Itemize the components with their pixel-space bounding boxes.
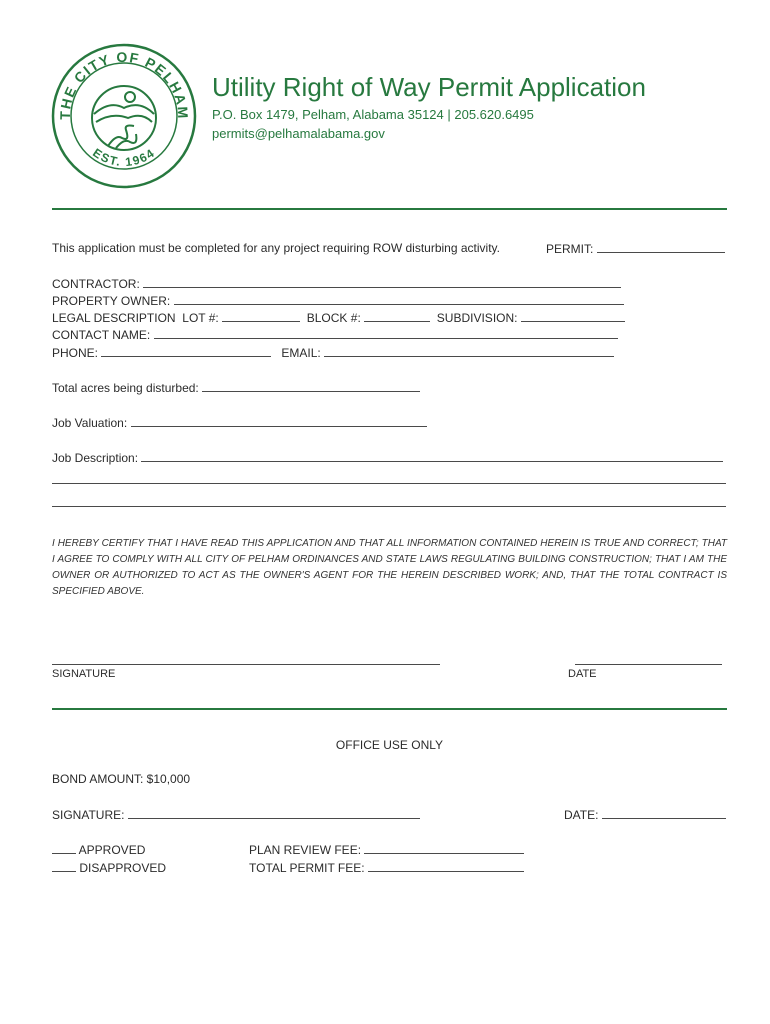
legal-description-field[interactable]: [52, 310, 625, 325]
total-permit-fee-field[interactable]: [249, 860, 524, 875]
header-address: P.O. Box 1479, Pelham, Alabama 35124 | 205.620.6495: [212, 107, 534, 122]
office-date-label: DATE:: [564, 808, 599, 822]
block-label: BLOCK #:: [306, 311, 361, 325]
subdivision-label: SUBDIVISION:: [436, 311, 518, 325]
acres-label: Total acres being disturbed:: [52, 381, 199, 395]
header-divider: [52, 208, 727, 210]
contact-name-field[interactable]: [52, 327, 618, 342]
contractor-blank[interactable]: [143, 276, 621, 288]
svg-text:THE CITY OF PELHAM: [57, 49, 191, 120]
signature-line[interactable]: [52, 664, 440, 665]
permit-blank[interactable]: [597, 241, 725, 253]
valuation-blank[interactable]: [131, 415, 427, 427]
approved-field[interactable]: [52, 842, 145, 857]
property-owner-field[interactable]: [52, 293, 624, 308]
document-title: Utility Right of Way Permit Application: [212, 72, 646, 102]
office-divider: [52, 708, 727, 710]
plan-review-fee-blank[interactable]: [364, 842, 524, 854]
disapproved-label: DISAPPROVED: [79, 861, 167, 875]
phone-blank[interactable]: [101, 345, 271, 357]
email-blank[interactable]: [324, 345, 614, 357]
disapproved-field[interactable]: [52, 860, 166, 875]
seal-top-text: THE CITY OF PELHAM: [56, 48, 192, 121]
total-permit-fee-blank[interactable]: [368, 860, 524, 872]
acres-field[interactable]: [52, 380, 420, 395]
intro-text: This application must be completed for any project requiring ROW disturbing activity.: [52, 241, 500, 255]
contact-name-label: CONTACT NAME:: [52, 328, 151, 342]
valuation-field[interactable]: [52, 415, 427, 430]
bond-amount: BOND AMOUNT: $10,000: [52, 772, 191, 786]
disapproved-blank[interactable]: [52, 860, 76, 872]
description-blank-1[interactable]: [141, 450, 723, 462]
description-label: Job Description:: [52, 451, 139, 465]
date-line[interactable]: [575, 664, 722, 665]
property-owner-blank[interactable]: [174, 293, 624, 305]
office-date-field[interactable]: [564, 807, 726, 822]
seal-bottom-text: EST. 1964: [90, 145, 158, 170]
legal-description-label: LEGAL DESCRIPTION: [52, 311, 176, 325]
contractor-label: CONTRACTOR:: [52, 277, 140, 291]
property-owner-label: PROPERTY OWNER:: [52, 294, 171, 308]
phone-label: PHONE:: [52, 346, 99, 360]
office-signature-label: SIGNATURE:: [52, 808, 125, 822]
block-blank[interactable]: [364, 310, 430, 322]
phone-email-field[interactable]: [52, 345, 614, 360]
permit-field[interactable]: [546, 241, 725, 256]
valuation-label: Job Valuation:: [52, 416, 128, 430]
office-date-blank[interactable]: [602, 807, 726, 819]
intro-line: [52, 241, 500, 255]
approved-blank[interactable]: [52, 842, 76, 854]
certification-text: I HEREBY CERTIFY THAT I HAVE READ THIS APPLICATION AND THAT ALL INFORMATION CONTAINED HEREIN IS TRUE AND CORRECT; THAT I AGREE TO COMPLY WITH ALL CITY OF PELHAM ORDINANCES AND STATE LAWS REGULATING BUILDING CONSTRUCTION; THAT I AM THE OWNER OR AUTHORIZED TO ACT AS THE OWNER'S AGENT FOR THE HEREIN DESCRIBED WORK; AND, THAT THE TOTAL CONTRACT IS SPECIFIED ABOVE.: [52, 538, 727, 597]
contact-name-blank[interactable]: [154, 327, 618, 339]
approved-label: APPROVED: [78, 843, 146, 857]
office-signature-field[interactable]: [52, 807, 420, 822]
date-label: DATE: [568, 668, 597, 680]
plan-review-fee-label: PLAN REVIEW FEE:: [249, 843, 362, 857]
signature-label: SIGNATURE: [52, 668, 116, 680]
plan-review-fee-field[interactable]: [249, 842, 524, 857]
header-email: permits@pelhamalabama.gov: [212, 126, 385, 141]
contractor-field[interactable]: [52, 276, 621, 291]
lot-blank[interactable]: [222, 310, 300, 322]
subdivision-blank[interactable]: [521, 310, 625, 322]
email-label: EMAIL:: [281, 346, 321, 360]
description-blank-2[interactable]: [52, 483, 726, 484]
total-permit-fee-label: TOTAL PERMIT FEE:: [249, 861, 365, 875]
description-blank-3[interactable]: [52, 506, 726, 507]
lot-label: LOT #:: [182, 311, 219, 325]
office-heading: OFFICE USE ONLY: [335, 738, 444, 752]
description-field[interactable]: [52, 450, 723, 465]
acres-blank[interactable]: [202, 380, 420, 392]
permit-label: PERMIT:: [546, 242, 594, 256]
office-signature-blank[interactable]: [128, 807, 420, 819]
city-seal-logo: [50, 42, 198, 190]
